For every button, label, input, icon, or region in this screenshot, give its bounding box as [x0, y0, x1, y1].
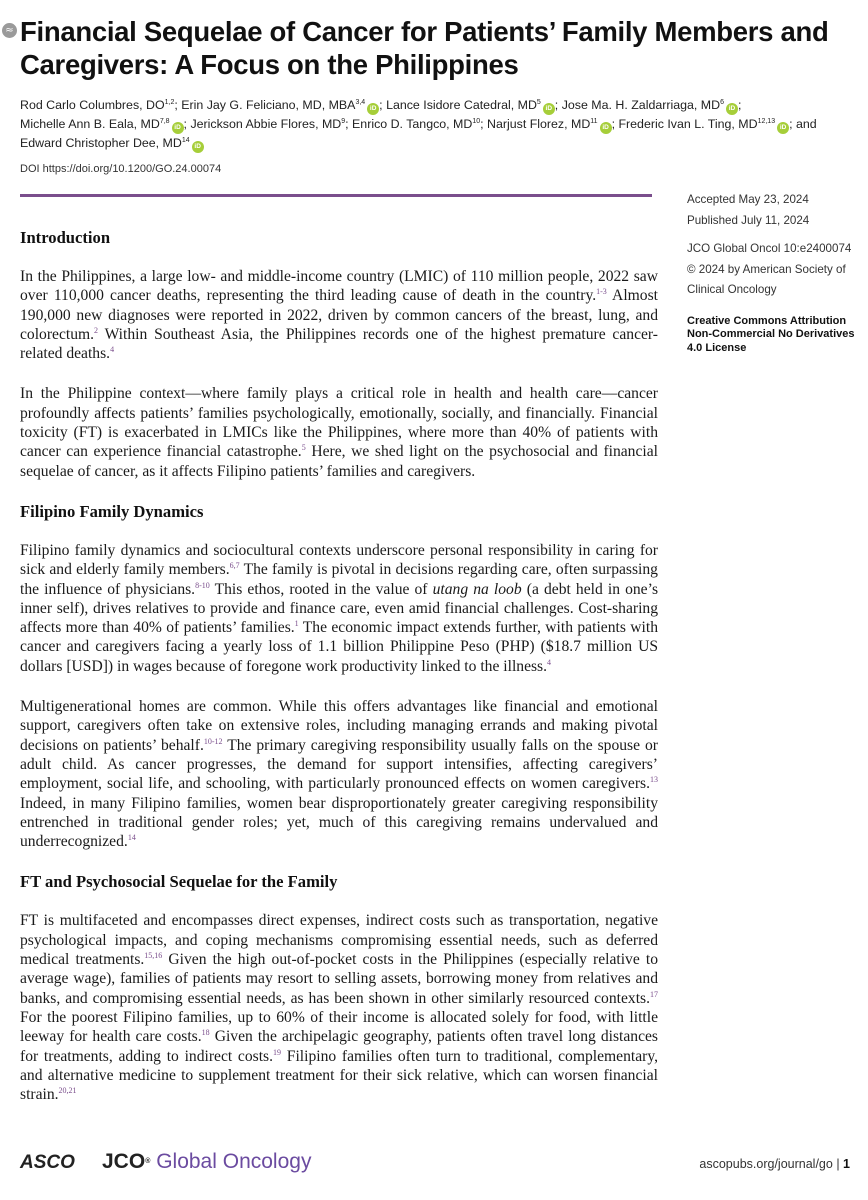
author-separator: ;: [611, 117, 619, 131]
citation-ref[interactable]: 10-12: [203, 736, 223, 746]
citation-ref[interactable]: 15,16: [144, 951, 163, 961]
open-access-icon: ≈: [2, 23, 17, 38]
text-run: Given the archipelagic geography, patients often travel long distances for treatments, adding to indirect costs.: [20, 1028, 658, 1065]
published-date: Published July 11, 2024: [687, 213, 810, 227]
author: [20, 98, 181, 112]
author-separator: ;: [480, 117, 488, 131]
author: [562, 98, 742, 112]
citation-ref[interactable]: 5: [301, 443, 306, 453]
text-run: Multigenerational homes are common. While this offers advantages like financial and emotional support, caregivers often take on extensive roles, including managing errands and making pivotal decisions on patients’ behalf.: [20, 698, 658, 754]
orcid-icon[interactable]: iD: [600, 122, 612, 134]
citation-ref[interactable]: 18: [201, 1028, 210, 1038]
text-run: In the Philippine context—where family plays a critical role in health and health care—cancer profoundly affects patients’ families psychologically, emotionally, socially, and financially. Financial toxicity (FT) is exacerbated in LMICs like the Philippines, where more than 40% of patients with cancer can experience financial catastrophe.: [20, 385, 658, 461]
author: [618, 117, 816, 131]
text-run: The economic impact extends further, with patients with cancer and caregivers facing a yearly loss of 1.1 billion Philippine Peso (PHP) ($18.7 million US dollars [USD]) in wages because of foregone work productivity linked to the illness.: [20, 619, 658, 675]
orcid-icon[interactable]: iD: [777, 122, 789, 134]
journal-reference: JCO Global Oncol 10:e2400074: [687, 242, 852, 255]
journal-url-link[interactable]: ascopubs.org/journal/go: [699, 1157, 833, 1171]
text-run: Given the high out-of-pocket costs in the Philippines (especially relative to average wage), families of patients may resort to selling assets, borrowing money from relatives and banks, and compromising essential needs, as has been shown in other similarly resourced contexts.: [20, 951, 658, 1007]
orcid-icon[interactable]: iD: [726, 103, 738, 115]
text-run: For the poorest Filipino families, up to 60% of their income is allocated solely for food, with little leeway for health care costs.: [20, 1008, 658, 1046]
author-affiliation: 12,13: [757, 118, 776, 125]
body-paragraph: [20, 384, 658, 480]
section-heading: FT and Psychosocial Sequelae for the Family: [20, 872, 338, 892]
author-separator: ;: [345, 117, 353, 131]
copyright-notice: © 2024 by American Society of Clinical Oncology: [687, 262, 846, 296]
asco-logo: ASCO: [20, 1152, 75, 1173]
article-info-sidebar: [687, 190, 862, 355]
body-paragraph: [20, 697, 658, 851]
text-run: FT is multifaceted and encompasses direct expenses, indirect costs such as transportation, negative psychological impacts, and coping mechanisms compromising essential needs, such as deferred medical treatments.: [20, 912, 658, 969]
doi-link[interactable]: DOI https://doi.org/10.1200/GO.24.00074: [20, 163, 222, 175]
journal-logo: [102, 1150, 311, 1174]
author-affiliation: 5: [536, 99, 541, 106]
author: [487, 117, 618, 131]
text-run: The primary caregiving responsibility usually falls on the spouse or adult child. As cancer progresses, the demand for support intensifies, affecting caregivers’ employment, social life, and schooling, with particularly pronounced effects on women caregivers.: [20, 736, 658, 793]
text-run: Filipino families often turn to traditional, complementary, and alternative medicine to supplement treatment for their sick relative, which can worsen financial strain.: [20, 1047, 658, 1104]
text-run: This ethos, rooted in the value of: [209, 580, 433, 598]
author: [20, 117, 190, 131]
author-affiliation: 9: [341, 118, 346, 125]
author-list: [20, 96, 860, 153]
author-name: Rod Carlo Columbres, DO: [20, 98, 165, 112]
text-run: (a debt held in one’s inner self), drives relatives to provide and finance care, even amid financial challenges. Cost-sharing affects more than 40% of patients’ families.: [20, 580, 659, 637]
citation-ref[interactable]: 6,7: [229, 561, 240, 571]
author-affiliation: 6: [720, 99, 724, 106]
page-number: 1: [843, 1157, 850, 1171]
citation-ref[interactable]: 14: [127, 833, 136, 843]
footer-separator: |: [832, 1157, 844, 1171]
article-body: [20, 228, 658, 1125]
citation-ref[interactable]: 19: [273, 1047, 282, 1057]
body-paragraph: [20, 267, 658, 363]
author-name: Edward Christopher Dee, MD: [20, 136, 182, 150]
citation-ref[interactable]: 13: [650, 775, 658, 785]
author: [181, 98, 386, 112]
text-run: utang na loob: [432, 580, 522, 598]
citation-ref[interactable]: 4: [547, 657, 552, 667]
author-name: Narjust Florez, MD: [487, 117, 591, 131]
license-link[interactable]: Creative Commons Attribution Non-Commercial No Derivatives 4.0 License: [687, 314, 855, 354]
author-name: Frederic Ivan L. Ting, MD: [618, 117, 758, 131]
text-run: In the Philippines, a large low- and middle-income country (LMIC) of 110 million people, 2022 saw over 110,000 cancer deaths, representing the third leading cause of death in the country.: [20, 268, 658, 305]
author-name: Erin Jay G. Feliciano, MD, MBA: [181, 98, 356, 112]
author-affiliation: 11: [590, 118, 598, 125]
author-affiliation: 1,2: [164, 99, 175, 106]
body-paragraph: [20, 911, 658, 1104]
author-separator: ;: [737, 98, 742, 112]
author: [386, 98, 562, 112]
author: [20, 136, 204, 150]
orcid-icon[interactable]: iD: [172, 122, 184, 134]
author-separator: ; and: [789, 117, 817, 131]
author-affiliation: 7,8: [159, 118, 170, 125]
author-name: Michelle Ann B. Eala, MD: [20, 117, 160, 131]
section-heading: Filipino Family Dynamics: [20, 501, 204, 521]
citation-ref[interactable]: 1: [294, 619, 299, 629]
citation-ref[interactable]: 17: [650, 989, 658, 999]
text-run: The family is pivotal in decisions regarding care, often surpassing the influence of physicians.: [20, 561, 658, 598]
author-separator: ;: [174, 98, 182, 112]
author-separator: ;: [183, 117, 191, 131]
orcid-icon[interactable]: iD: [543, 103, 555, 115]
citation-ref[interactable]: 2: [94, 325, 99, 335]
text-run: Here, we shed light on the psychosocial and financial sequelae of cancer, as it affects Filipino patients’ families and caregivers.: [20, 443, 658, 480]
section-heading: Introduction: [20, 228, 111, 247]
journal-abbr: JCO: [102, 1150, 146, 1173]
orcid-icon[interactable]: iD: [192, 141, 204, 153]
journal-name: Global Oncology: [150, 1150, 312, 1173]
author-separator: ;: [379, 98, 387, 112]
author-name: Enrico D. Tangco, MD: [352, 117, 473, 131]
citation-ref[interactable]: 8-10: [195, 580, 210, 590]
text-run: Almost 190,000 new diagnoses were reported in 2022, driven by common cancers of the breast, lung, and colorectum.: [20, 287, 658, 343]
author: [190, 117, 352, 131]
author-name: Lance Isidore Catedral, MD: [386, 98, 537, 112]
author-name: Jerickson Abbie Flores, MD: [190, 117, 342, 131]
citation-ref[interactable]: 4: [110, 345, 115, 355]
header-divider: [20, 194, 652, 197]
accepted-date: Accepted May 23, 2024: [687, 193, 809, 206]
text-run: Within Southeast Asia, the Philippines records one of the highest premature cancer-related deaths.: [20, 325, 658, 363]
text-run: Indeed, in many Filipino families, women bear disproportionately greater caregiving responsibility entrenched in traditional gender roles; yet, much of this caregiving remains undervalued and underrecognized.: [20, 794, 658, 851]
author-affiliation: 3,4: [355, 99, 366, 106]
body-paragraph: [20, 541, 658, 676]
citation-ref[interactable]: 20,21: [58, 1086, 77, 1096]
citation-ref[interactable]: 1-3: [596, 287, 607, 297]
author: [352, 117, 487, 131]
author-affiliation: 10: [472, 118, 481, 125]
author-affiliation: 14: [181, 137, 190, 144]
article-title: Financial Sequelae of Cancer for Patients’ Family Members and Caregivers: A Focus on the Philippines: [20, 16, 829, 80]
author-name: Jose Ma. H. Zaldarriaga, MD: [561, 98, 721, 112]
registered-mark: ®: [145, 1158, 151, 1165]
orcid-icon[interactable]: iD: [367, 103, 379, 115]
footer-url: [699, 1157, 850, 1171]
text-run: Filipino family dynamics and sociocultural contexts underscore personal responsibility in caring for sick and elderly family members.: [20, 541, 658, 579]
author-separator: ;: [554, 98, 562, 112]
